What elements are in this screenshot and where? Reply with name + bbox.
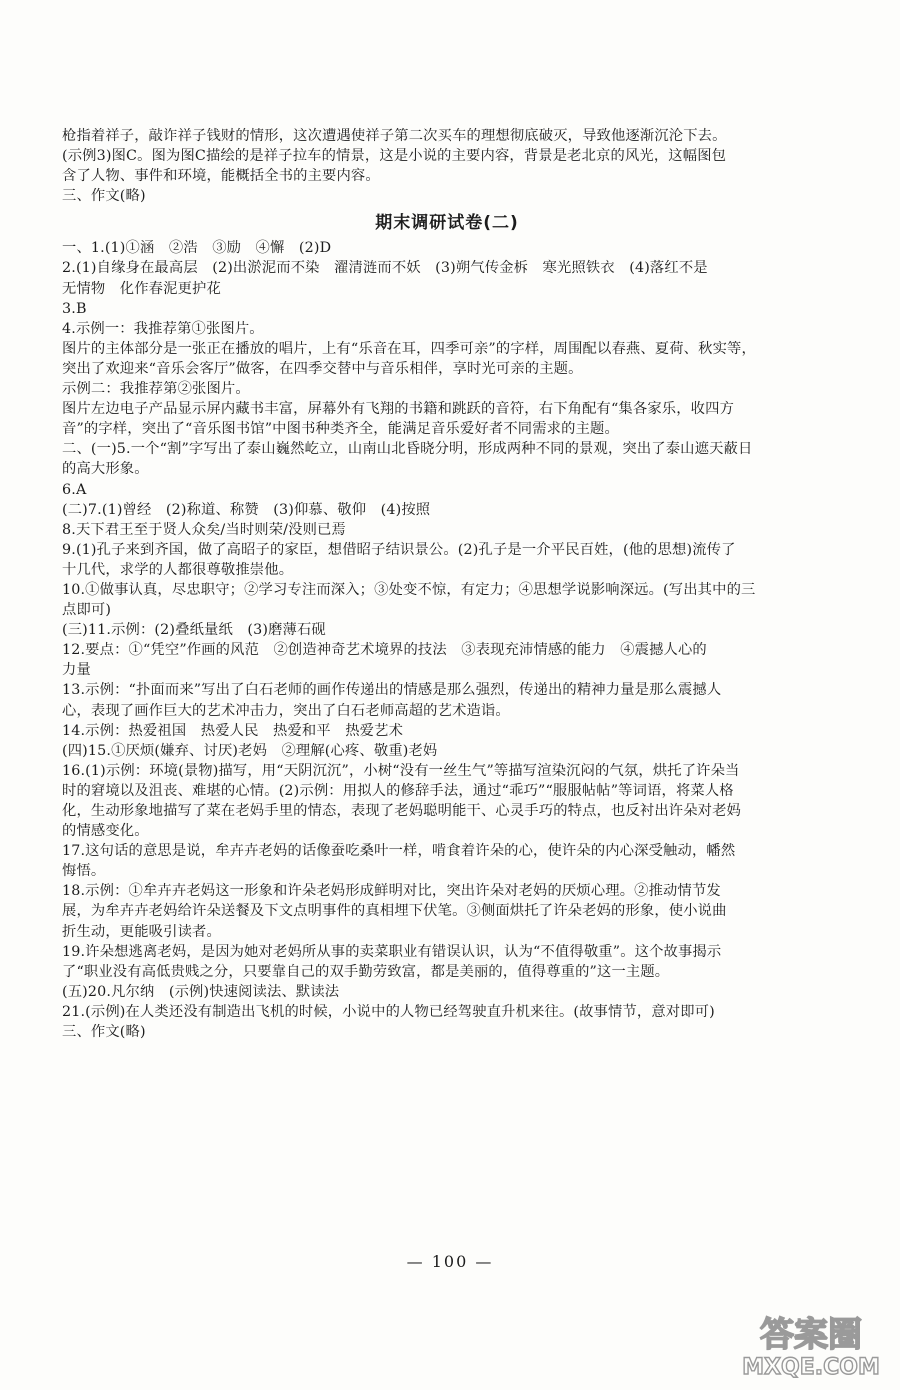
text-line: 14.示例：热爱祖国 热爱人民 热爱和平 热爱艺术	[62, 722, 404, 739]
text-line: 3.B	[62, 300, 87, 317]
section-title: 期末调研试卷(二)	[375, 213, 519, 234]
text-line: 折生动，更能吸引读者。	[62, 923, 221, 940]
text-line: (四)15.①厌烦(嫌弃、讨厌)老妈 ②理解(心疼、敬重)老妈	[62, 742, 438, 759]
text-line: 12.要点：①“凭空”作画的风范 ②创造神奇艺术境界的技法 ③表现充沛情感的能力 ④震撼人心的	[62, 642, 707, 659]
watermark-top-text: 答案圈	[760, 1315, 862, 1355]
text-line: 三、作文(略)	[62, 188, 146, 205]
answer-page	[62, 126, 832, 1042]
text-line: 图片的主体部分是一张正在播放的唱片，上有“乐音在耳，四季可亲”的字样，周围配以春燕、夏荷、秋实等，	[62, 340, 756, 357]
text-line: (示例3)图C。图为图C描绘的是祥子拉车的情景，这是小说的主要内容，背景是老北京的风光，这幅图包	[62, 148, 727, 165]
text-line: 19.许朵想逃离老妈，是因为她对老妈所从事的卖菜职业有错误认识，认为“不值得敬重”。这个故事揭示	[62, 943, 722, 960]
text-line: 17.这句话的意思是说，牟卉卉老妈的话像蚕吃桑叶一样，啃食着许朵的心，使许朵的内心深受触动，幡然	[62, 843, 736, 860]
text-line: 时的窘境以及沮丧、难堪的心情。(2)示例：用拟人的修辞手法，通过“乖巧”“服服帖帖”等词语，将菜人格	[62, 782, 734, 799]
text-line: 一、1.(1)①涵 ②浩 ③励 ④懈 (2)D	[62, 240, 332, 257]
text-line: 化，生动形象地描写了菜在老妈手里的情态，表现了老妈聪明能干、心灵手巧的特点，也反衬出许朵对老妈	[62, 803, 741, 819]
text-line: 点即可)	[62, 602, 112, 619]
text-line: (三)11.示例：(2)叠纸量纸 (3)磨薄石砚	[62, 622, 326, 639]
watermark-logo	[736, 1308, 886, 1380]
watermark-bottom-text: MXQE.COM	[742, 1355, 880, 1380]
text-line: (二)7.(1)曾经 (2)称道、称赞 (3)仰慕、敬仰 (4)按照	[62, 501, 431, 518]
text-line: 6.A	[62, 481, 87, 498]
text-line: 18.示例：①牟卉卉老妈这一形象和许朵老妈形成鲜明对比，突出许朵对老妈的厌烦心理。②推动情节发	[62, 883, 721, 900]
text-line: 悔悟。	[62, 863, 106, 880]
text-line: 13.示例：“扑面而来”写出了白石老师的画作传递出的情感是那么强烈，传递出的精神力量是那么震撼人	[62, 682, 722, 699]
answer-body	[62, 238, 832, 1042]
text-line: 16.(1)示例：环境(景物)描写，用“天阴沉沉”，小树“没有一丝生气”等描写渲染沉闷的气氛，烘托了许朵当	[62, 762, 740, 779]
text-line: 三、作文(略)	[62, 1024, 146, 1041]
text-line: 力量	[62, 662, 91, 679]
text-line: 21.(示例)在人类还没有制造出飞机的时候，小说中的人物已经驾驶直升机来往。(故事情节，意对即可)	[62, 1003, 715, 1020]
text-line: 心，表现了画作巨大的艺术冲击力，突出了白石老师高超的艺术造诣。	[62, 702, 510, 719]
text-line: 示例二：我推荐第②张图片。	[62, 381, 250, 398]
text-line: 2.(1)自缘身在最高层 (2)出淤泥而不染 濯清涟而不妖 (3)朔气传金柝 寒光照铁衣 (4)落红不是	[62, 260, 708, 277]
text-line: 枪指着祥子，敲诈祥子钱财的情形，这次遭遇使祥子第二次买车的理想彻底破灭，导致他逐渐沉沦下去。	[62, 128, 727, 144]
text-line: 突出了欢迎来“音乐会客厅”做客，在四季交替中与音乐相伴，享时光可亲的主题。	[62, 360, 583, 377]
text-line: 的高大形象。	[62, 461, 149, 478]
text-line: 图片左边电子产品显示屏内藏书丰富，屏幕外有飞翔的书籍和跳跃的音符，右下角配有“集各家乐，收四方	[62, 401, 735, 418]
text-line: 含了人物、事件和环境，能概括全书的主要内容。	[62, 168, 380, 185]
previous-section	[62, 126, 832, 206]
text-line: 10.①做事认真，尽忠职守；②学习专注而深入；③处变不惊，有定力；④思想学说影响深远。(写出其中的三	[62, 581, 756, 598]
text-line: 十几代，求学的人都很尊敬推崇他。	[62, 561, 294, 578]
text-line: 的情感变化。	[62, 823, 149, 840]
text-line: 4.示例一：我推荐第①张图片。	[62, 320, 264, 337]
text-line: 9.(1)孔子来到齐国，做了高昭子的家臣，想借昭子结识景公。(2)孔子是一介平民百姓，(他的思想)流传了	[62, 541, 736, 558]
text-line: 8.天下君王至于贤人众矣/当时则荣/没则已焉	[62, 521, 346, 538]
text-line: (五)20.凡尔纳 (示例)快速阅读法、默读法	[62, 983, 340, 1000]
page-number: — 100 —	[406, 1252, 494, 1271]
text-line: 展，为牟卉卉老妈给许朵送餐及下文点明事件的真相埋下伏笔。③侧面烘托了许朵老妈的形象，使小说曲	[62, 903, 727, 920]
text-line: 二、(一)5.一个“割”字写出了泰山巍然屹立，山南山北昏晓分明，形成两种不同的景观，突出了泰山遮天蔽日	[62, 441, 753, 458]
text-line: 音”的字样，突出了“音乐图书馆”中图书种类齐全，能满足音乐爱好者不同需求的主题。	[62, 421, 619, 438]
text-line: 了“职业没有高低贵贱之分，只要靠自己的双手勤劳致富，都是美丽的，值得尊重的”这一主题。	[62, 963, 670, 980]
text-line: 无情物 化作春泥更护花	[62, 280, 221, 297]
